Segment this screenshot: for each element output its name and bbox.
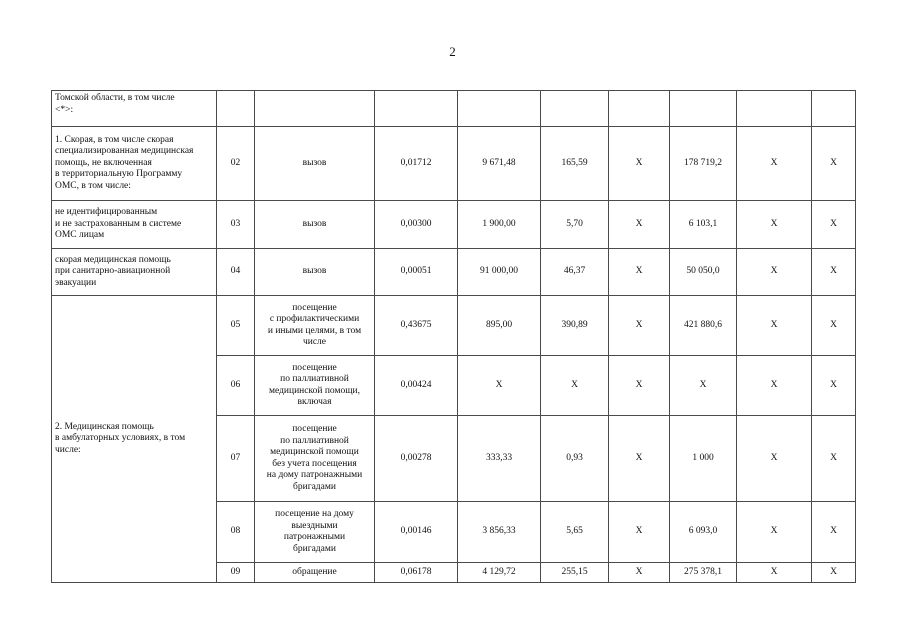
row-unit: вызов: [255, 201, 375, 249]
row-col10: X: [812, 563, 856, 583]
row-col9: X: [737, 201, 812, 249]
row-col10: X: [812, 356, 856, 416]
row-col10: X: [812, 296, 856, 356]
row-unit: посещение по паллиативной медицинской помощи, включая: [255, 356, 375, 416]
row-col7: X: [609, 127, 670, 201]
table-row: [52, 296, 856, 356]
page-number: 2: [449, 44, 456, 59]
row-name-merged: 2. Медицинская помощь в амбулаторных условиях, в том числе:: [52, 296, 217, 583]
row-unit: посещение на дому выездными патронажными бригадами: [255, 502, 375, 563]
row-per-capita: 46,37: [541, 249, 609, 296]
row-norm: 0,00300: [375, 201, 458, 249]
row-col10: X: [812, 127, 856, 201]
row-code: 09: [217, 563, 255, 583]
row-cost: 9 671,48: [458, 127, 541, 201]
row-cost: 4 129,72: [458, 563, 541, 583]
row-cost: 1 900,00: [458, 201, 541, 249]
empty-cell: [217, 91, 255, 127]
row-norm: 0,06178: [375, 563, 458, 583]
row-col7: X: [609, 356, 670, 416]
row-per-capita: 0,93: [541, 416, 609, 502]
row-code: 03: [217, 201, 255, 249]
row-unit: вызов: [255, 249, 375, 296]
row-col7: X: [609, 296, 670, 356]
row-col9: X: [737, 296, 812, 356]
row-col9: X: [737, 416, 812, 502]
row-cost: X: [458, 356, 541, 416]
row-name: не идентифицированным и не застрахованным в системе ОМС лицам: [52, 201, 217, 249]
empty-cell: [737, 91, 812, 127]
row-total: 6 103,1: [670, 201, 737, 249]
row-name: 1. Скорая, в том числе скорая специализированная медицинская помощь, не включенная в территориальную Программу ОМС, в том числе:: [52, 127, 217, 201]
row-code: 08: [217, 502, 255, 563]
row-col10: X: [812, 502, 856, 563]
row-col10: X: [812, 249, 856, 296]
row-code: 02: [217, 127, 255, 201]
row-norm: 0,00146: [375, 502, 458, 563]
row-col7: X: [609, 201, 670, 249]
row-norm: 0,00278: [375, 416, 458, 502]
row-unit: посещение с профилактическими и иными целями, в том числе: [255, 296, 375, 356]
row-per-capita: 165,59: [541, 127, 609, 201]
row-total: 6 093,0: [670, 502, 737, 563]
row-col9: X: [737, 356, 812, 416]
row-cost: 3 856,33: [458, 502, 541, 563]
row-per-capita: X: [541, 356, 609, 416]
row-code: 05: [217, 296, 255, 356]
row-col9: X: [737, 502, 812, 563]
row-norm: 0,00051: [375, 249, 458, 296]
row-unit: обращение: [255, 563, 375, 583]
row-code: 06: [217, 356, 255, 416]
tariff-table: [51, 90, 856, 583]
row-per-capita: 5,65: [541, 502, 609, 563]
row-col7: X: [609, 416, 670, 502]
empty-cell: [255, 91, 375, 127]
row-col10: X: [812, 416, 856, 502]
row-col10: X: [812, 201, 856, 249]
table-row: [52, 127, 856, 201]
row-norm: 0,00424: [375, 356, 458, 416]
empty-cell: [670, 91, 737, 127]
row-per-capita: 255,15: [541, 563, 609, 583]
row-col9: X: [737, 563, 812, 583]
row-per-capita: 390,89: [541, 296, 609, 356]
row-cost: 91 000,00: [458, 249, 541, 296]
row-total: 50 050,0: [670, 249, 737, 296]
row-per-capita: 5,70: [541, 201, 609, 249]
row-total: X: [670, 356, 737, 416]
row-cost: 895,00: [458, 296, 541, 356]
row-total: 178 719,2: [670, 127, 737, 201]
row-col7: X: [609, 563, 670, 583]
region-label: Томской области, в том числе <*>:: [52, 91, 217, 127]
empty-cell: [375, 91, 458, 127]
row-code: 04: [217, 249, 255, 296]
empty-cell: [812, 91, 856, 127]
row-cost: 333,33: [458, 416, 541, 502]
row-norm: 0,01712: [375, 127, 458, 201]
row-code: 07: [217, 416, 255, 502]
table-row: [52, 201, 856, 249]
row-col7: X: [609, 249, 670, 296]
empty-cell: [458, 91, 541, 127]
row-total: 1 000: [670, 416, 737, 502]
row-norm: 0,43675: [375, 296, 458, 356]
empty-cell: [609, 91, 670, 127]
row-total: 275 378,1: [670, 563, 737, 583]
row-name: скорая медицинская помощь при санитарно-авиационной эвакуации: [52, 249, 217, 296]
row-unit: посещение по паллиативной медицинской помощи без учета посещения на дому патронажными бригадами: [255, 416, 375, 502]
row-unit: вызов: [255, 127, 375, 201]
table-header-row: [52, 91, 856, 127]
row-col7: X: [609, 502, 670, 563]
row-col9: X: [737, 249, 812, 296]
row-col9: X: [737, 127, 812, 201]
row-total: 421 880,6: [670, 296, 737, 356]
table-row: [52, 249, 856, 296]
empty-cell: [541, 91, 609, 127]
